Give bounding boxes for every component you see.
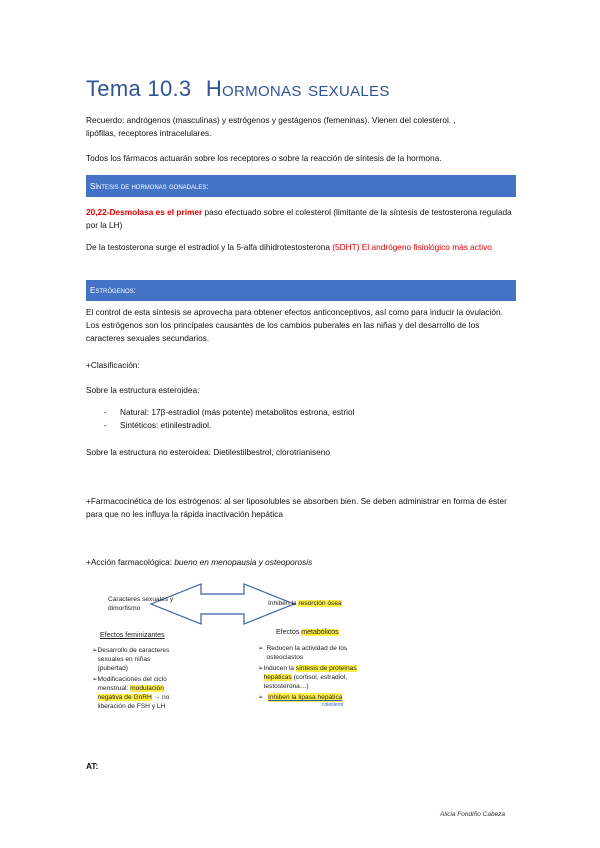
feminizing-item-2-after: → no liberación de FSH y LH	[97, 694, 170, 710]
metabolic-item-1: Reducen la actividad de los osteoclastos	[266, 645, 348, 661]
accion-label: +Acción farmacológica:	[86, 557, 175, 567]
intro-paragraph	[86, 114, 516, 140]
metabolic-title-pre: Efectos	[276, 629, 302, 636]
right-box-text	[268, 599, 368, 608]
section-header-synthesis	[86, 175, 516, 197]
gnrh-highlight: modulación negativa de GnRH	[97, 685, 164, 701]
intro-line1: Recuerdo: andrógenos (masculinas) y estrógenos y gestágenos (femeninas). Vienen del colesterol. ,	[86, 115, 456, 125]
estrogens-paragraph: El control de esta síntesis se aprovecha para obtener efectos anticonceptivos, así como para inducir la ovulación. Los estrógenos son los principales causantes de los cambios puberales en las niñas y del desarrollo de los caracteres sexuales secundarios.	[86, 307, 503, 343]
metabolic-item-2	[264, 664, 368, 691]
synthesis-paragraph-2	[86, 241, 516, 254]
synthesis-p2-start: De la testosterona surge el estradiol y la 5-alfa dihidrotestosterona	[86, 242, 333, 252]
metabolic-highlight: metabólicos	[301, 629, 339, 636]
desmolasa-highlight: 20,22-Desmolasa es el primer	[86, 207, 203, 217]
right-box-pre: Inhiben la	[268, 600, 299, 607]
list-item	[92, 675, 182, 711]
metabolic-item-2-text: Inducen la	[263, 665, 296, 672]
left-box-text: Caracteres sexuales y dimorfismo	[108, 596, 174, 612]
list-item	[258, 644, 368, 662]
at-label: AT:	[86, 761, 99, 771]
clasificacion-label: +Clasificación:	[86, 360, 140, 370]
title-prefix: Tema 10.3	[86, 76, 192, 101]
feminizing-item-1: Desarrollo de caracteres sexuales en niñas (pubertad)	[97, 647, 170, 672]
intro-line3: Todos los fármacos actuarán sobre los receptores o sobre la reacción de síntesis de la hormona.	[86, 153, 442, 163]
author-footer: Alicia Fondiño Cabeza	[440, 811, 506, 818]
arrow-bullet-icon: ➢	[258, 694, 264, 701]
arrow-bullet-icon: ➢	[92, 647, 98, 654]
accion-italic: bueno en menopausia y osteoporosis	[174, 557, 313, 567]
page-title	[86, 76, 390, 102]
list-item: - Natural: 17β-estradiol (más potente) metabolitos estrona, estriol	[86, 406, 516, 419]
resorcion-highlight: resorción ósea	[298, 600, 342, 607]
esteroidea-label: Sobre la estructura esteroidea:	[86, 385, 200, 395]
esteroidea-list	[86, 406, 516, 432]
synthesis-paragraph-1	[86, 206, 516, 232]
title-rest: Hormonas sexuales	[205, 76, 390, 101]
list-item	[258, 664, 368, 691]
feminizing-title: Efectos feminizantes	[100, 632, 165, 639]
farmacocinetica-paragraph: +Farmacocinética de los estrógenos: al ser liposolubles se absorben bien. Se deben administrar en forma de éster para que no les influya la rápida inactivación hepática	[86, 496, 507, 519]
arrow-bullet-icon: ➢	[92, 676, 98, 683]
metabolic-title	[276, 628, 339, 637]
feminizing-item-2-text: Modificaciones del ciclo menstrual:	[97, 676, 167, 692]
section-header-estrogens	[86, 280, 516, 301]
intro-line2: lipófilas, receptores intracelulares.	[86, 128, 212, 138]
section-header-synthesis-text: Síntesis de hormonas gonadales:	[90, 181, 209, 191]
metabolic-list	[258, 644, 368, 708]
metabolic-item-2-after: (cortisol, estradiol, testosterona…)	[263, 674, 348, 690]
arrow-bullet-icon: ➢	[258, 645, 264, 652]
section-header-estrogens-text: Estrógenos:	[90, 286, 136, 295]
arrow-bullet-icon: ➢	[258, 665, 264, 672]
list-item: - Sintéticos: etinilestradiol.	[86, 419, 516, 432]
no-esteroidea-label: Sobre la estructura no esteroidea: Dietilestilbestrol, clorotrianiseno	[86, 447, 330, 457]
feminizing-list	[92, 646, 182, 711]
accion-farmacologica	[86, 556, 516, 569]
synthesis-p1-rest: paso efectuado sobre el colesterol (limitante de la síntesis de testosterona regulada por la LH)	[86, 207, 512, 230]
proteins-highlight: síntesis de proteínas hepáticas	[263, 665, 357, 681]
dht-description: El andrógeno fisiológico más activo	[359, 242, 492, 252]
lipasa-highlight: Inhiben la lipasa hepática	[268, 694, 343, 701]
list-item	[258, 693, 368, 702]
list-item	[92, 646, 182, 673]
feminizing-item-2	[98, 675, 182, 711]
under-note: colesterol	[322, 702, 344, 708]
dht-label: (5DHT)	[332, 242, 360, 252]
